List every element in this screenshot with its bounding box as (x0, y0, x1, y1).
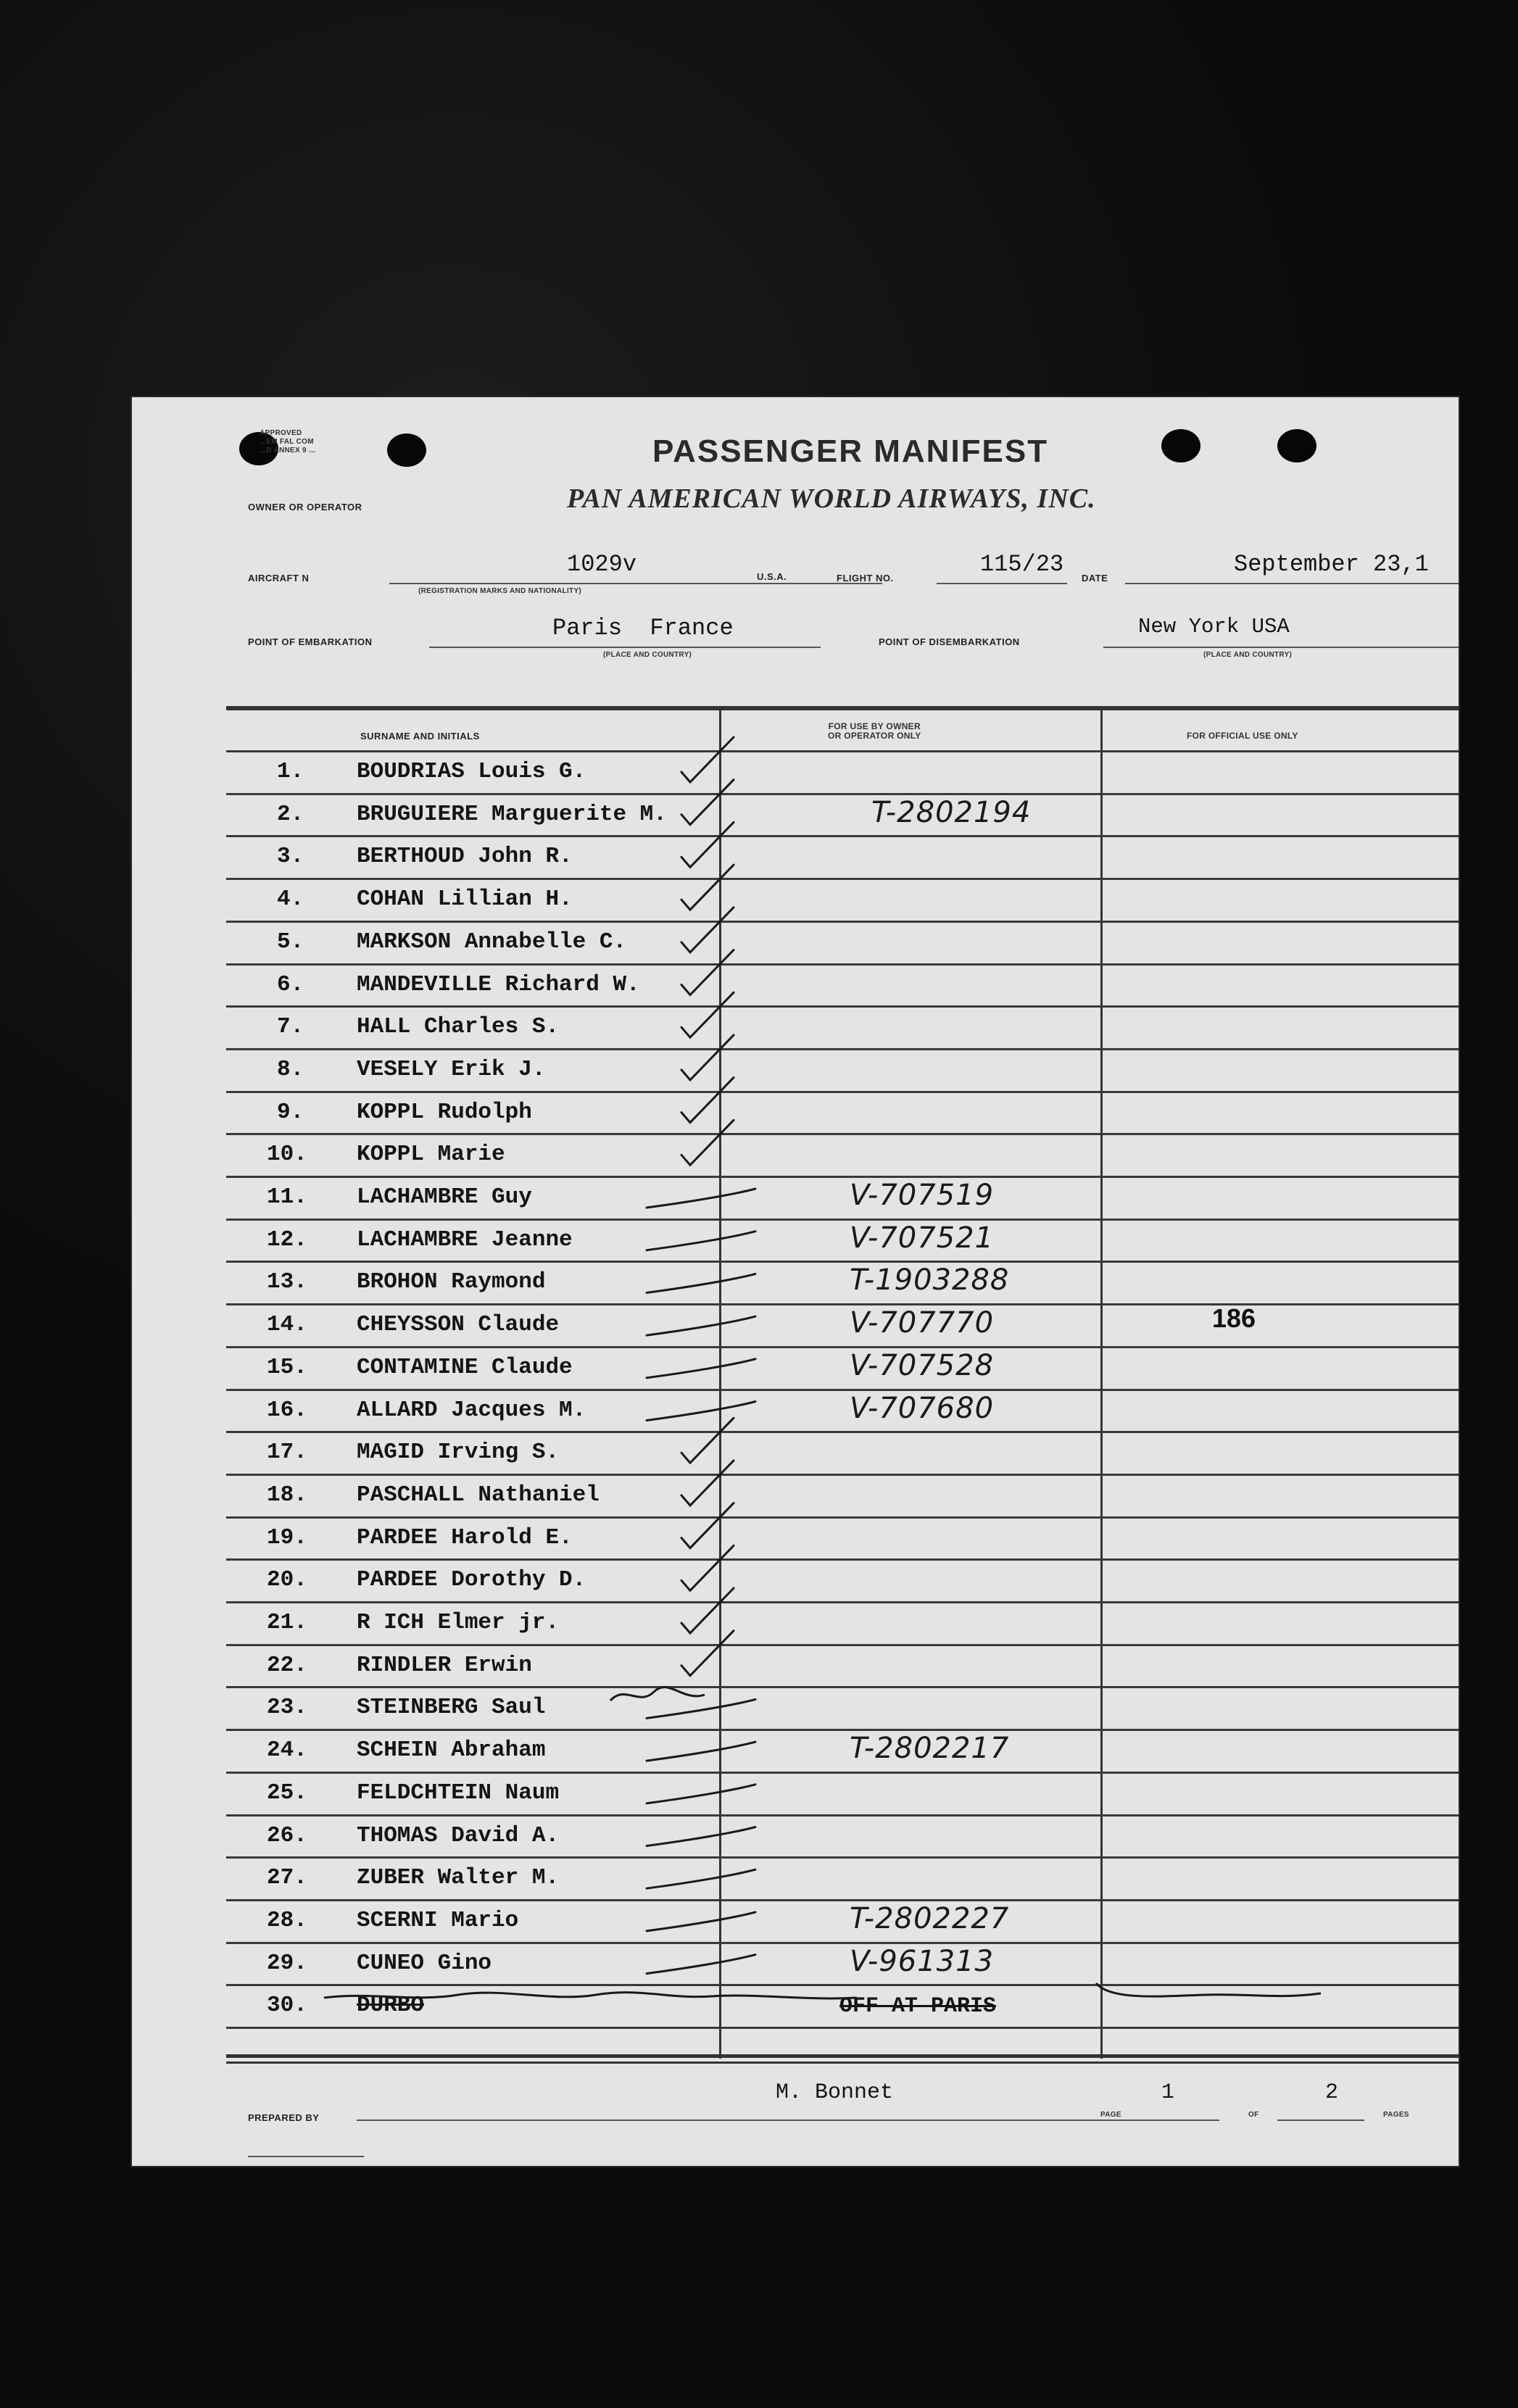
passenger-number: 21. (267, 1610, 307, 1635)
column-header-official: FOR OFFICIAL USE ONLY (1187, 731, 1298, 741)
check-mark (647, 1699, 755, 1718)
embark-label: POINT OF EMBARKATION (248, 636, 373, 647)
owner-label: OWNER OR OPERATOR (248, 502, 362, 512)
check-mark (681, 1120, 734, 1165)
passenger-ticket-note: T-2802194 (871, 795, 1032, 829)
flight-value: 115/23 (980, 551, 1064, 578)
passenger-name: DURBO (357, 1993, 425, 2019)
passenger-number: 5. (277, 929, 304, 955)
passenger-name: FELDCHTEIN Naum (357, 1780, 560, 1806)
check-mark (681, 865, 734, 910)
passenger-name: CONTAMINE Claude (357, 1354, 573, 1380)
passenger-number: 1. (277, 759, 304, 784)
passenger-number: 27. (267, 1865, 307, 1891)
check-mark (647, 1742, 755, 1761)
passenger-number: 11. (267, 1184, 307, 1210)
check-mark (681, 1503, 734, 1548)
passenger-number: 25. (267, 1780, 307, 1806)
passenger-number: 2. (277, 801, 304, 827)
prepared-by-value: M. Bonnet (776, 2080, 894, 2105)
airline-logo: PAN AMERICAN WORLD AIRWAYS, INC. (567, 483, 1096, 514)
passenger-name: THOMAS David A. (357, 1822, 560, 1848)
column-header-owner-line-1: FOR USE BY OWNER (828, 721, 921, 731)
passenger-name: ZUBER Walter M. (357, 1865, 560, 1891)
check-mark (647, 1359, 755, 1378)
embark-place-note: (PLACE AND COUNTRY) (603, 651, 692, 659)
check-mark (681, 822, 734, 867)
of-label: OF (1248, 2111, 1259, 2119)
disembark-value: New York USA (1138, 615, 1290, 639)
check-mark (647, 1869, 755, 1888)
passenger-name: KOPPL Marie (357, 1142, 505, 1168)
passenger-number: 24. (267, 1738, 307, 1764)
check-mark (681, 1631, 734, 1676)
check-mark (647, 1274, 755, 1292)
handwritten-marks (132, 397, 1459, 2166)
row-23-scribble (610, 1687, 705, 1701)
passenger-number: 10. (267, 1142, 307, 1168)
aircraft-value: 1029v (567, 551, 637, 578)
passenger-number: 26. (267, 1822, 307, 1848)
passenger-name: COHAN Lillian H. (357, 887, 573, 913)
check-mark (647, 1316, 755, 1335)
passenger-number: 4. (277, 887, 304, 913)
official-passenger-count: 186 (1212, 1303, 1256, 1333)
passenger-ticket-note: V-707770 (850, 1306, 995, 1340)
check-mark (681, 1418, 734, 1463)
pages-total: 2 (1325, 2080, 1339, 2105)
row-30-strike-wave (324, 1993, 857, 1998)
passenger-number: 20. (267, 1567, 307, 1593)
page-label: PAGE (1100, 2111, 1121, 2119)
passenger-name: CHEYSSON Claude (357, 1312, 560, 1338)
check-mark (647, 1912, 755, 1931)
passenger-number: 30. (267, 1993, 307, 2019)
check-mark (681, 1078, 734, 1123)
check-mark (681, 950, 734, 995)
passenger-name: BROHON Raymond (357, 1269, 546, 1295)
approval-note-line-2: ...EM FAL COM (260, 438, 314, 446)
passenger-ticket-note: T-1903288 (850, 1263, 1010, 1298)
passenger-ticket-note: T-2802227 (850, 1901, 1010, 1935)
passenger-number: 6. (277, 971, 304, 997)
check-mark (681, 1461, 734, 1506)
passenger-name: ALLARD Jacques M. (357, 1397, 586, 1423)
passenger-number: 3. (277, 844, 304, 870)
passenger-number: 19. (267, 1524, 307, 1550)
check-mark (647, 1402, 755, 1421)
column-header-surname: SURNAME AND INITIALS (360, 731, 480, 742)
passenger-name: LACHAMBRE Jeanne (357, 1226, 573, 1253)
passenger-ticket-note: OFF AT PARIS (839, 1994, 997, 2019)
disembark-place-note: (PLACE AND COUNTRY) (1203, 651, 1293, 659)
passenger-name: R ICH Elmer jr. (357, 1610, 560, 1635)
check-mark (647, 1189, 755, 1208)
official-column-wave (1096, 1983, 1321, 1996)
approval-note-line-3: ...D ANNEX 9 ... (260, 447, 316, 454)
form-title: PASSENGER MANIFEST (652, 433, 1049, 469)
check-mark (647, 1232, 755, 1250)
nationality-label: U.S.A. (757, 571, 787, 582)
passenger-number: 9. (277, 1099, 304, 1125)
passenger-ticket-note: T-2802217 (850, 1732, 1010, 1766)
passenger-name: CUNEO Gino (357, 1950, 492, 1976)
passenger-name: PASCHALL Nathaniel (357, 1482, 600, 1508)
embark-value: Paris France (552, 615, 734, 642)
flight-label: FLIGHT NO. (837, 573, 894, 584)
check-mark (647, 1785, 755, 1803)
check-mark (681, 1588, 734, 1633)
date-label: DATE (1082, 573, 1108, 584)
passenger-name: VESELY Erik J. (357, 1056, 546, 1082)
manifest-sheet (132, 397, 1459, 2166)
passenger-number: 17. (267, 1440, 307, 1466)
passenger-name: BRUGUIERE Marguerite M. (357, 801, 667, 827)
passenger-name: SCHEIN Abraham (357, 1738, 546, 1764)
passenger-name: HALL Charles S. (357, 1014, 560, 1040)
passenger-number: 23. (267, 1695, 307, 1721)
passenger-ticket-note: V-961313 (850, 1944, 995, 1978)
prepared-by-label: PREPARED BY (248, 2112, 320, 2123)
passenger-name: PARDEE Dorothy D. (357, 1567, 586, 1593)
passenger-name: STEINBERG Saul (357, 1695, 546, 1721)
passenger-number: 22. (267, 1652, 307, 1678)
check-mark (681, 737, 734, 782)
check-mark (647, 1827, 755, 1846)
page-number: 1 (1161, 2080, 1175, 2105)
passenger-name: LACHAMBRE Guy (357, 1184, 532, 1210)
check-mark (681, 1545, 734, 1590)
passenger-number: 7. (277, 1014, 304, 1040)
passenger-number: 29. (267, 1950, 307, 1976)
passenger-name: KOPPL Rudolph (357, 1099, 532, 1125)
check-mark (647, 1955, 755, 1974)
passenger-ticket-note: V-707680 (850, 1391, 995, 1425)
passenger-name: BERTHOUD John R. (357, 844, 573, 870)
passenger-number: 13. (267, 1269, 307, 1295)
passenger-number: 14. (267, 1312, 307, 1338)
pages-label: PAGES (1383, 2111, 1409, 2119)
check-mark (681, 992, 734, 1037)
passenger-number: 16. (267, 1397, 307, 1423)
approval-note-line-1: APPROVED (260, 429, 302, 437)
passenger-number: 8. (277, 1056, 304, 1082)
passenger-ticket-note: V-707519 (850, 1179, 995, 1212)
check-mark (681, 780, 734, 825)
passenger-ticket-note: V-707521 (850, 1221, 995, 1255)
aircraft-label: AIRCRAFT N (248, 573, 310, 584)
passenger-ticket-note: V-707528 (850, 1348, 995, 1382)
passenger-name: PARDEE Harold E. (357, 1524, 573, 1550)
passenger-name: RINDLER Erwin (357, 1652, 532, 1678)
date-value: September 23,1 (1234, 551, 1429, 578)
passenger-number: 28. (267, 1907, 307, 1933)
passenger-number: 15. (267, 1354, 307, 1380)
column-header-owner-line-2: OR OPERATOR ONLY (828, 731, 921, 741)
passenger-name: MARKSON Annabelle C. (357, 929, 627, 955)
disembark-label: POINT OF DISEMBARKATION (879, 636, 1020, 647)
passenger-name: SCERNI Mario (357, 1907, 519, 1933)
passenger-number: 18. (267, 1482, 307, 1508)
check-mark (681, 908, 734, 952)
registration-note: (REGISTRATION MARKS AND NATIONALITY) (418, 587, 582, 595)
passenger-name: MAGID Irving S. (357, 1440, 560, 1466)
passenger-name: MANDEVILLE Richard W. (357, 971, 640, 997)
passenger-name: BOUDRIAS Louis G. (357, 759, 586, 784)
passenger-number: 12. (267, 1226, 307, 1253)
check-mark (681, 1035, 734, 1080)
